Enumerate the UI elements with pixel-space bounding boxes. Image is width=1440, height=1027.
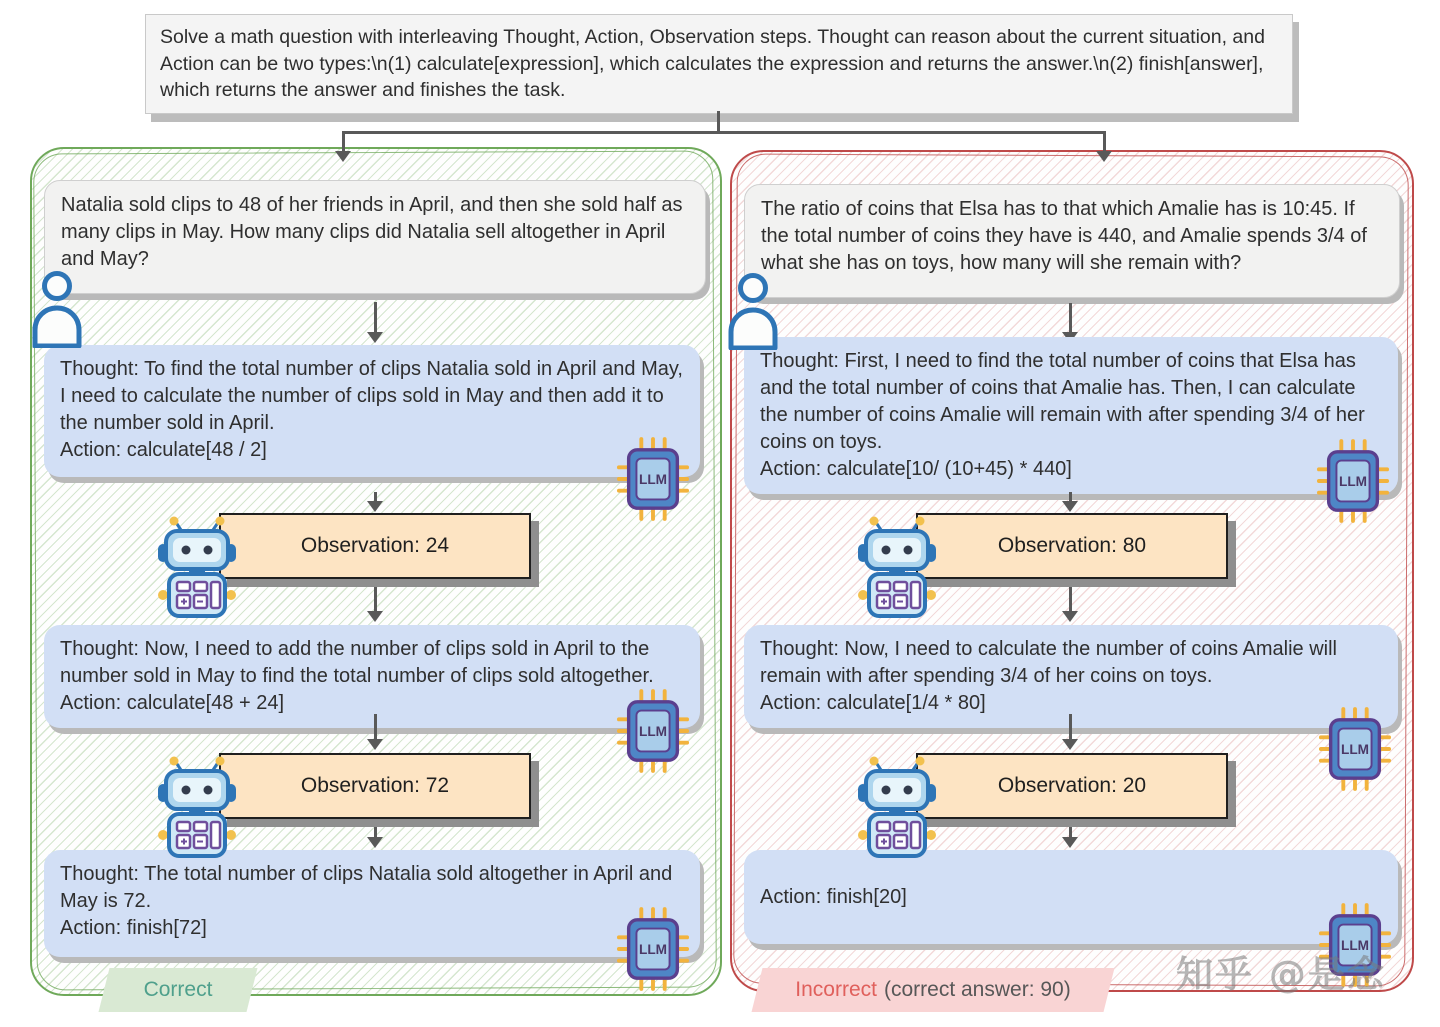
correct-badge-text: Correct — [143, 978, 213, 1001]
left-thought2-box — [44, 625, 700, 728]
connector-arrow-left — [342, 131, 345, 151]
right-thought2-box — [744, 625, 1398, 728]
right-thought1-action: Action: calculate[10/ (10+45) * 440] — [760, 458, 1072, 480]
llm-chip-icon — [1318, 706, 1392, 792]
left-observation2-text: Observation: 72 — [300, 774, 450, 797]
left-thought3-action: Action: finish[72] — [60, 917, 207, 939]
left-thought1-action: Action: calculate[48 / 2] — [60, 439, 267, 461]
right-thought1-box — [744, 337, 1398, 494]
left-thought2-text: Thought: Now, I need to add the number of clips sold in April to the number sold in May to find the total number of clips sold altogether. — [60, 638, 654, 687]
right-question-box — [744, 184, 1400, 298]
left-thought1-text: Thought: To find the total number of clips Natalia sold in April and May, I need to calculate the number of clips sold in May and then add it to the number sold in April. — [60, 358, 683, 434]
left-thought1-box — [44, 345, 700, 477]
calculator-robot-icon — [156, 756, 238, 858]
flow-arrow — [374, 820, 377, 837]
right-question-text: The ratio of coins that Elsa has to that which Amalie has is 10:45. If the total number of coins they have is 440, and Amalie spends 3/4 of what she has on toys, how many will she remain with? — [761, 198, 1367, 274]
correct-badge — [104, 968, 252, 1012]
right-observation1-text: Observation: 80 — [997, 534, 1147, 557]
task-prompt-box — [145, 14, 1293, 114]
incorrect-badge-note: (correct answer: 90) — [883, 978, 1071, 1001]
flow-arrow — [1069, 820, 1072, 837]
flow-arrow — [1069, 492, 1072, 501]
left-observation1-box — [219, 513, 531, 579]
connector-horizontal — [343, 131, 1105, 134]
flow-arrow — [374, 492, 377, 501]
left-observation2-box — [219, 753, 531, 819]
right-thought1-text: Thought: First, I need to find the total number of coins that Elsa has and the total number of coins that Amalie has. Then, I can calculate the number of coins Amalie will remain with after spending 3/4 of her coins on toys. — [760, 350, 1365, 453]
user-icon — [724, 272, 782, 350]
connector-stub — [717, 111, 720, 132]
calculator-robot-icon — [856, 516, 938, 618]
left-thought2-action: Action: calculate[48 + 24] — [60, 692, 285, 714]
calculator-robot-icon — [856, 756, 938, 858]
left-question-box — [44, 180, 706, 294]
flow-arrow — [374, 302, 377, 332]
left-thought3-box — [44, 850, 700, 957]
llm-chip-icon — [1316, 438, 1390, 524]
watermark-text: 知乎 @是念 — [1176, 953, 1386, 996]
user-icon — [28, 270, 86, 348]
right-final-action-box — [744, 850, 1398, 944]
right-observation2-text: Observation: 20 — [997, 774, 1147, 797]
incorrect-badge — [757, 968, 1109, 1012]
right-observation2-box — [916, 753, 1228, 819]
llm-chip-icon — [616, 436, 690, 522]
llm-chip-icon — [616, 906, 690, 992]
flow-arrow — [1069, 303, 1072, 332]
flow-arrow — [374, 580, 377, 611]
right-final-action-text: Action: finish[20] — [760, 885, 907, 908]
left-thought3-text: Thought: The total number of clips Natalia sold altogether in April and May is 72. — [60, 863, 673, 912]
task-prompt-text: Solve a math question with interleaving Thought, Action, Observation steps. Thought can reason about the current situation, and Action can be two types:\n(1) calculate[expression], which calculates the expression and returns the answer.\n(2) finish[answer], which returns the answer and finishes the task. — [160, 26, 1265, 101]
left-observation1-text: Observation: 24 — [300, 534, 450, 557]
connector-arrow-right — [1103, 131, 1106, 151]
calculator-robot-icon — [156, 516, 238, 618]
right-thought2-text: Thought: Now, I need to calculate the number of coins Amalie will remain with after spending 3/4 of her coins on toys. — [760, 638, 1337, 687]
llm-chip-icon — [616, 688, 690, 774]
right-observation1-box — [916, 513, 1228, 579]
flow-arrow — [1069, 580, 1072, 611]
right-thought2-action: Action: calculate[1/4 * 80] — [760, 692, 986, 714]
incorrect-badge-text: Incorrect — [795, 978, 877, 1001]
flow-arrow — [374, 714, 377, 739]
left-question-text: Natalia sold clips to 48 of her friends in April, and then she sold half as many clips in May. How many clips did Natalia sell altogether in April and May? — [61, 194, 683, 270]
flow-arrow — [1069, 714, 1072, 739]
